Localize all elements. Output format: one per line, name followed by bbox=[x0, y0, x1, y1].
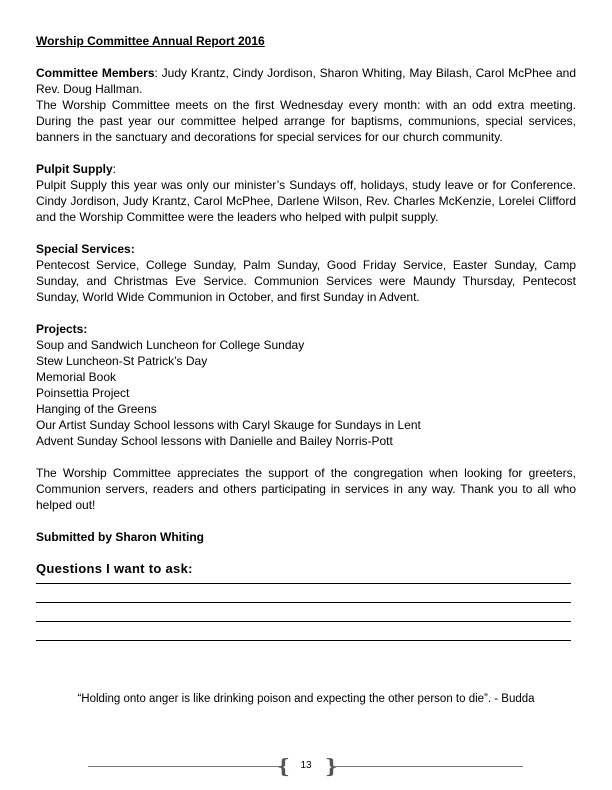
pulpit-supply-text: Pulpit Supply this year was only our minister’s Sundays off, holidays, study leave or for Conference. Cindy Jordison, Judy Krantz, Carol McPhee, Darlene Wilson, Rev. Charles McKenzie, Lorelei Clifford and the Worship Committee were the leaders who helped with pulpit supply. bbox=[36, 178, 576, 224]
left-brace-icon: { bbox=[277, 754, 290, 778]
footer-divider-right bbox=[333, 766, 523, 767]
list-item: Hanging of the Greens bbox=[36, 402, 157, 416]
special-services-heading: Special Services: bbox=[36, 242, 135, 256]
pulpit-supply-heading: Pulpit Supply: bbox=[36, 162, 117, 176]
page-number: 13 bbox=[300, 760, 312, 771]
special-services-text: Pentecost Service, College Sunday, Palm Sunday, Good Friday Service, Easter Sunday, Camp Sunday, and Christmas Eve Service. Communion Services were Maundy Thursday, Pentecost Sunday, World Wide Communion in October, and first Sunday in Advent. bbox=[36, 258, 576, 304]
report-page bbox=[36, 33, 576, 641]
question-line[interactable] bbox=[36, 640, 571, 641]
submitted-by: Submitted by Sharon Whiting bbox=[36, 530, 204, 544]
pulpit-supply-label: Pulpit Supply bbox=[36, 162, 113, 176]
questions-heading: Questions I want to ask: bbox=[36, 561, 193, 576]
list-item: Our Artist Sunday School lessons with Caryl Skauge for Sundays in Lent bbox=[36, 418, 421, 432]
right-brace-icon: } bbox=[325, 754, 338, 778]
thanks-paragraph: The Worship Committee appreciates the support of the congregation when looking for greeters, Communion servers, readers and others participating in services in any way. Thank you to all who helped out! bbox=[36, 466, 576, 512]
footer-divider-left bbox=[88, 766, 281, 767]
report-title: Worship Committee Annual Report 2016 bbox=[36, 34, 265, 48]
committee-members-paragraph bbox=[36, 65, 576, 97]
list-item: Stew Luncheon-St Patrick’s Day bbox=[36, 354, 208, 368]
committee-members-list: : Judy Krantz, Cindy Jordison, Sharon Whiting, May Bilash, Carol McPhee and Rev. Doug Hallman. bbox=[36, 66, 576, 96]
projects-heading: Projects: bbox=[36, 322, 88, 336]
list-item: Advent Sunday School lessons with Danielle and Bailey Norris-Pott bbox=[36, 434, 393, 448]
committee-description: The Worship Committee meets on the first Wednesday every month: with an odd extra meeting. During the past year our committee helped arrange for baptisms, communions, special services, banners in the sanctuary and decorations for special services for our church community. bbox=[36, 98, 576, 144]
list-item: Memorial Book bbox=[36, 370, 117, 384]
projects-list bbox=[36, 337, 576, 449]
list-item: Poinsettia Project bbox=[36, 386, 130, 400]
page-footer bbox=[0, 752, 612, 782]
list-item: Soup and Sandwich Luncheon for College Sunday bbox=[36, 338, 305, 352]
closing-quote: “Holding onto anger is like drinking poison and expecting the other person to die”. - Budda bbox=[77, 693, 535, 705]
committee-members-label: Committee Members bbox=[36, 66, 155, 80]
